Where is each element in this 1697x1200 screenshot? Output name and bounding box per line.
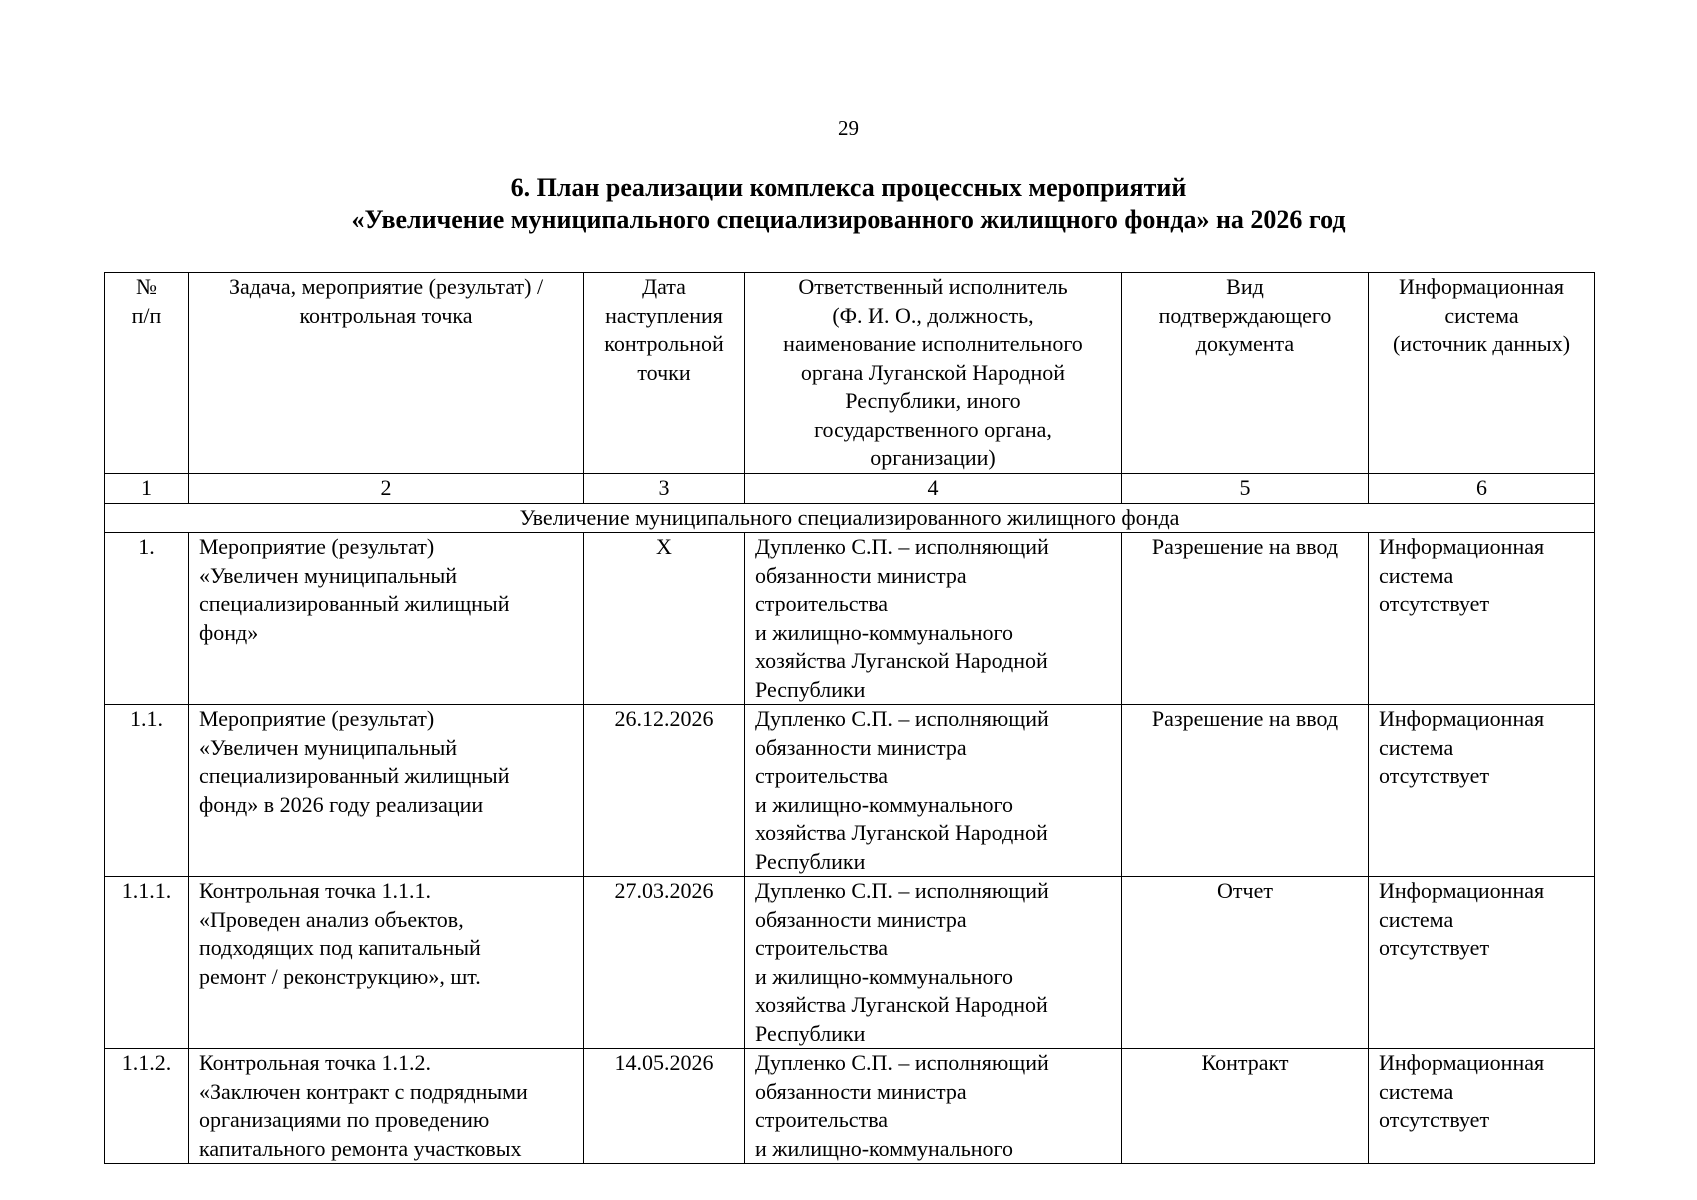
row-responsible [745, 705, 1122, 877]
title-line-1: 6. План реализации комплекса процессных мероприятий [510, 173, 1187, 202]
header-task [189, 273, 584, 474]
row-task-line: ремонт / реконструкцию», шт. [199, 963, 481, 989]
row-task-line: организациями по проведению [199, 1107, 490, 1132]
row-responsible-line: хозяйства Луганской Народной [755, 992, 1048, 1017]
row-responsible-line: Дупленко С.П. – исполняющий [755, 878, 1049, 903]
header-line: документа [1195, 331, 1295, 356]
row-task-line: Контрольная точка 1.1.2. [199, 1050, 432, 1075]
header-line: организации) [870, 445, 996, 470]
header-line: Республики, иного [845, 388, 1021, 413]
header-info-system [1369, 273, 1595, 474]
header-date [584, 273, 745, 474]
row-info-system [1369, 1049, 1595, 1164]
row-responsible-line: строительства [755, 591, 889, 616]
row-task-line: капитального ремонта участковых [199, 1135, 522, 1161]
row-info-system [1369, 877, 1595, 1049]
page-number: 29 [838, 116, 859, 140]
row-responsible-line: и жилищно-коммунального [755, 791, 1014, 817]
header-line: Ответственный исполнитель [798, 274, 1068, 299]
column-number: 4 [745, 474, 1122, 504]
header-line: Информационная [1398, 274, 1565, 299]
document-title [0, 172, 1697, 236]
row-date: 26.12.2026 [584, 705, 745, 877]
row-task-line: Контрольная точка 1.1.1. [199, 878, 432, 903]
row-info-system [1369, 705, 1595, 877]
row-responsible-line: Дупленко С.П. – исполняющий [755, 706, 1049, 731]
header-num [105, 273, 189, 474]
row-task-line: фонд» [199, 619, 259, 645]
row-responsible-line: Республики [755, 1020, 866, 1046]
row-doc-type: Разрешение на ввод [1122, 705, 1369, 877]
row-responsible-line: строительства [755, 1107, 889, 1132]
row-info-system [1369, 533, 1595, 705]
row-task [189, 705, 584, 877]
row-responsible-line: строительства [755, 935, 889, 960]
row-responsible-line: Республики [755, 676, 866, 702]
row-info-system-line: Информационная [1379, 706, 1545, 731]
header-line: органа Луганской Народной [800, 359, 1066, 385]
row-date: X [584, 533, 745, 705]
row-info-system-line: Информационная [1379, 878, 1545, 903]
row-responsible [745, 1049, 1122, 1164]
row-task [189, 533, 584, 705]
row-task-line: «Увеличен муниципальный [199, 734, 458, 760]
row-info-system-line: система [1379, 906, 1454, 932]
row-number: 1.1. [105, 705, 189, 877]
row-doc-type: Отчет [1122, 877, 1369, 1049]
row-doc-type: Разрешение на ввод [1122, 533, 1369, 705]
header-line: система [1444, 302, 1519, 328]
header-line: государственного органа, [814, 416, 1052, 442]
header-line: подтверждающего [1158, 302, 1332, 328]
row-date: 14.05.2026 [584, 1049, 745, 1164]
row-info-system-line: система [1379, 1078, 1454, 1104]
table-row [105, 877, 1595, 1049]
row-responsible-line: Республики [755, 848, 866, 874]
title-line-2: «Увеличение муниципального специализированного жилищного фонда» на 2026 год [351, 205, 1346, 234]
section-title: Увеличение муниципального специализированного жилищного фонда [105, 503, 1595, 533]
row-task-line: подходящих под капитальный [199, 935, 481, 960]
header-line: (Ф. И. О., должность, [832, 302, 1034, 328]
row-info-system-line: отсутствует [1379, 763, 1490, 788]
row-task-line: «Заключен контракт с подрядными [199, 1078, 528, 1104]
header-row [105, 273, 1595, 474]
row-responsible-line: хозяйства Луганской Народной [755, 820, 1048, 845]
row-info-system-line: Информационная [1379, 534, 1545, 559]
row-responsible-line: Дупленко С.П. – исполняющий [755, 1050, 1049, 1075]
row-responsible-line: и жилищно-коммунального [755, 1135, 1014, 1161]
row-number: 1. [105, 533, 189, 705]
column-number: 5 [1122, 474, 1369, 504]
row-task-line: «Увеличен муниципальный [199, 562, 458, 588]
column-number: 1 [105, 474, 189, 504]
row-date: 27.03.2026 [584, 877, 745, 1049]
header-line: Дата [642, 274, 686, 299]
header-responsible [745, 273, 1122, 474]
row-responsible-line: обязанности министра [755, 1078, 967, 1104]
header-line: № [136, 274, 157, 299]
row-task [189, 877, 584, 1049]
column-number: 2 [189, 474, 584, 504]
row-info-system-line: отсутствует [1379, 591, 1490, 616]
column-number: 3 [584, 474, 745, 504]
row-responsible-line: обязанности министра [755, 734, 967, 760]
row-responsible-line: хозяйства Луганской Народной [755, 648, 1048, 673]
section-row [105, 503, 1595, 533]
table-row [105, 705, 1595, 877]
row-responsible-line: Дупленко С.П. – исполняющий [755, 534, 1049, 559]
row-info-system-line: Информационная [1379, 1050, 1545, 1075]
header-line: наименование исполнительного [783, 331, 1083, 356]
row-responsible-line: обязанности министра [755, 906, 967, 932]
column-number-row [105, 474, 1595, 504]
row-responsible-line: строительства [755, 763, 889, 788]
row-responsible-line: обязанности министра [755, 562, 967, 588]
row-responsible [745, 533, 1122, 705]
row-doc-type: Контракт [1122, 1049, 1369, 1164]
row-task-line: Мероприятие (результат) [199, 706, 435, 731]
header-line: контрольной [604, 331, 724, 356]
row-info-system-line: отсутствует [1379, 1107, 1490, 1132]
row-number: 1.1.1. [105, 877, 189, 1049]
row-responsible [745, 877, 1122, 1049]
plan-table [104, 272, 1595, 1164]
row-responsible-line: и жилищно-коммунального [755, 619, 1014, 645]
header-line: наступления [605, 302, 723, 328]
column-number: 6 [1369, 474, 1595, 504]
row-info-system-line: система [1379, 562, 1454, 588]
header-line: Задача, мероприятие (результат) / [228, 274, 544, 299]
row-info-system-line: отсутствует [1379, 935, 1490, 960]
header-line: точки [637, 359, 691, 385]
row-number: 1.1.2. [105, 1049, 189, 1164]
header-line: п/п [131, 302, 162, 328]
row-task-line: Мероприятие (результат) [199, 534, 435, 559]
row-info-system-line: система [1379, 734, 1454, 760]
header-line: (источник данных) [1392, 331, 1571, 356]
header-line: Вид [1226, 274, 1264, 299]
row-task-line: специализированный жилищный [199, 591, 510, 616]
row-task-line: фонд» в 2026 году реализации [199, 791, 484, 817]
table-row [105, 533, 1595, 705]
row-responsible-line: и жилищно-коммунального [755, 963, 1014, 989]
row-task-line: «Проведен анализ объектов, [199, 906, 464, 932]
header-line: контрольная точка [299, 302, 473, 328]
table-row [105, 1049, 1595, 1164]
row-task [189, 1049, 584, 1164]
row-task-line: специализированный жилищный [199, 763, 510, 788]
header-doc-type [1122, 273, 1369, 474]
